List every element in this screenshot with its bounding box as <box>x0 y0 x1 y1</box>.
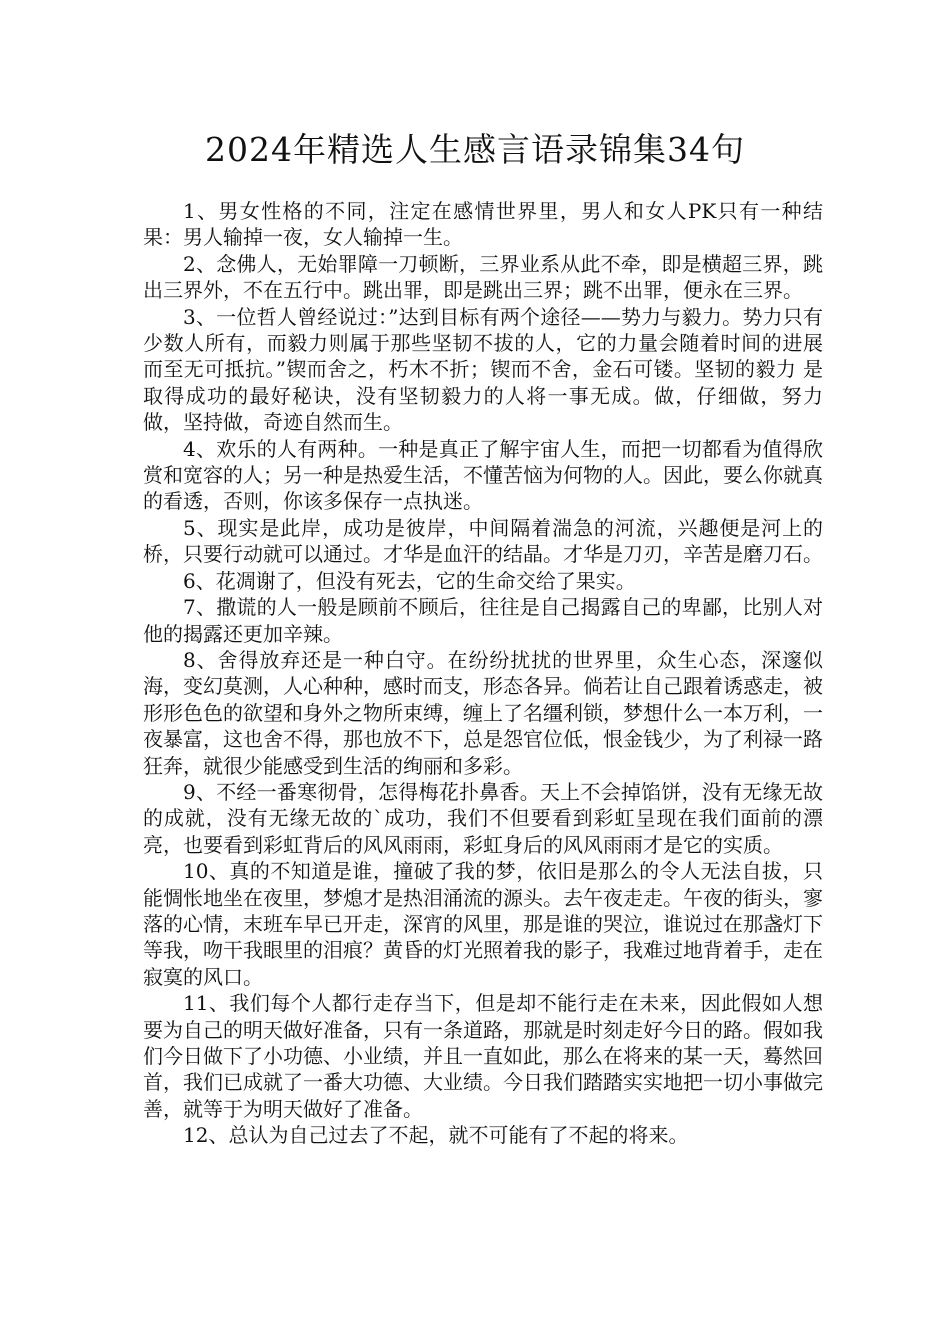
quote-paragraph-7: 7、撒谎的人一般是顾前不顾后，往往是自己揭露自己的卑鄙，比别人对他的揭露还更加辛辣。 <box>143 595 823 646</box>
quote-paragraph-8: 8、舍得放弃还是一种白守。在纷纷扰扰的世界里，众生心态，深邃似海，变幻莫测，人心种种，感时而支，形态各异。倘若让自己跟着诱惑走，被形形色色的欲望和身外之物所束缚，缠上了名缰利锁，梦想什么一本万利，一夜暴富，这也舍不得，那也放不下，总是怨官位低，恨金钱少，为了利禄一路狂奔，就很少能感受到生活的绚丽和多彩。 <box>143 647 823 778</box>
quote-paragraph-2: 2、念佛人，无始罪障一刀顿断，三界业系从此不牵，即是横超三界，跳出三界外，不在五行中。跳出罪，即是跳出三界；跳不出罪，便永在三界。 <box>143 251 823 303</box>
quote-paragraph-1: 1、男女性格的不同，注定在感情世界里，男人和女人PK只有一种结果：男人输掉一夜，女人输掉一生。 <box>143 199 823 250</box>
quote-paragraph-5: 5、现实是此岸，成功是彼岸，中间隔着湍急的河流，兴趣便是河上的桥，只要行动就可以通过。才华是血汗的结晶。才华是刀刃，辛苦是磨刀石。 <box>143 515 823 567</box>
quote-paragraph-3: 3、一位哲人曾经说过：”达到目标有两个途径——势力与毅力。势力只有 少数人所有，而毅力则属于那些坚韧不拔的人，它的力量会随着时间的进展 而至无可抵抗。”锲而舍之，朽木不折；锲而不舍，金石可镂。坚韧的毅力 是取得成功的最好秘诀，没有坚韧毅力的人将一事无成。做，仔细做，努力 做，坚持做，奇迹自然而生。 <box>143 304 823 435</box>
quote-paragraph-11: 11、我们每个人都行走存当下，但是却不能行走在未来，因此假如人想要为自己的明天做好准备，只有一条道路，那就是时刻走好今日的路。假如我们今日做下了小功德、小业绩，并且一直如此，那么在将来的某一天，蓦然回首，我们已成就了一番大功德、大业绩。今日我们踏踏实实地把一切小事做完善，就等于为明天做好了准备。 <box>143 991 823 1121</box>
quote-paragraph-12: 12、总认为自己过去了不起，就不可能有了不起的将来。 <box>183 1123 689 1148</box>
document-body <box>143 198 823 1149</box>
document-title: 2024年精选人生感言语录锦集34句 <box>205 130 745 169</box>
quote-paragraph-9: 9、不经一番寒彻骨，怎得梅花扑鼻香。天上不会掉馅饼，没有无缘无故的成就，没有无缘无故的`成功，我们不但要看到彩虹呈现在我们面前的漂亮，也要看到彩虹背后的风风雨雨，彩虹身后的风风雨雨才是它的实质。 <box>143 779 823 857</box>
quote-paragraph-6: 6、花凋谢了，但没有死去，它的生命交给了果实。 <box>183 568 636 593</box>
quote-paragraph-10: 10、真的不知道是谁，撞破了我的梦，依旧是那么的令人无法自拔，只能惆怅地坐在夜里，梦熄才是热泪涌流的源头。去午夜走走。午夜的街头，寥落的心情，末班车早已开走，深宵的风里，那是谁的哭泣，谁说过在那盏灯下等我，吻干我眼里的泪痕？黄昏的灯光照着我的影子，我难过地背着手，走在寂寞的风口。 <box>143 859 823 989</box>
quote-paragraph-4: 4、欢乐的人有两种。一种是真正了解宇宙人生，而把一切都看为值得欣赏和宽容的人；另一种是热爱生活，不懂苦恼为何物的人。因此，要么你就真的看透，否则，你该多保存一点执迷。 <box>143 436 823 514</box>
